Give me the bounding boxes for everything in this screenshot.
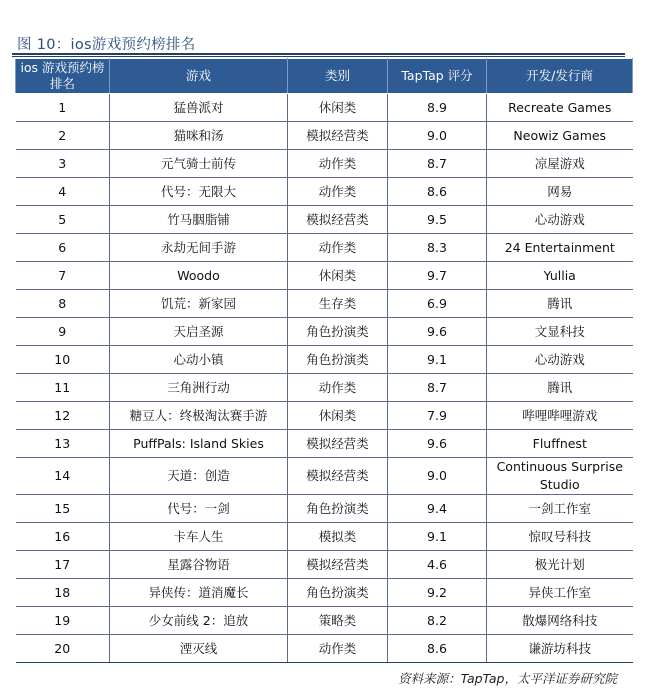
cell-category: 模拟类 bbox=[288, 523, 388, 551]
cell-score: 7.9 bbox=[388, 402, 487, 430]
cell-score: 8.2 bbox=[388, 607, 487, 635]
cell-rank: 11 bbox=[16, 374, 110, 402]
cell-score: 9.6 bbox=[388, 430, 487, 458]
cell-game: 天道：创造 bbox=[110, 458, 288, 495]
table-row bbox=[16, 551, 633, 579]
cell-developer: 凉屋游戏 bbox=[487, 150, 633, 178]
title-rule-thin bbox=[12, 56, 625, 57]
table-row bbox=[16, 290, 633, 318]
cell-game: 卡车人生 bbox=[110, 523, 288, 551]
cell-rank: 19 bbox=[16, 607, 110, 635]
cell-rank: 10 bbox=[16, 346, 110, 374]
cell-category: 动作类 bbox=[288, 374, 388, 402]
table-row bbox=[16, 374, 633, 402]
cell-game: 猛兽派对 bbox=[110, 94, 288, 122]
cell-game: PuffPals: Island Skies bbox=[110, 430, 288, 458]
table-header-row bbox=[16, 59, 633, 94]
cell-category: 角色扮演类 bbox=[288, 318, 388, 346]
table-row bbox=[16, 607, 633, 635]
cell-rank: 3 bbox=[16, 150, 110, 178]
cell-score: 8.3 bbox=[388, 234, 487, 262]
cell-developer: Yullia bbox=[487, 262, 633, 290]
table-row bbox=[16, 458, 633, 495]
cell-developer: Neowiz Games bbox=[487, 122, 633, 150]
cell-developer: 文显科技 bbox=[487, 318, 633, 346]
cell-rank: 16 bbox=[16, 523, 110, 551]
cell-category: 模拟经营类 bbox=[288, 458, 388, 495]
table-row bbox=[16, 402, 633, 430]
cell-score: 9.1 bbox=[388, 346, 487, 374]
cell-rank: 7 bbox=[16, 262, 110, 290]
cell-category: 动作类 bbox=[288, 150, 388, 178]
cell-developer: 哔哩哔哩游戏 bbox=[487, 402, 633, 430]
cell-developer: 腾讯 bbox=[487, 374, 633, 402]
cell-rank: 14 bbox=[16, 458, 110, 495]
cell-game: 代号：无限大 bbox=[110, 178, 288, 206]
cell-game: 心动小镇 bbox=[110, 346, 288, 374]
header-developer: 开发/发行商 bbox=[487, 59, 633, 94]
table-row bbox=[16, 122, 633, 150]
cell-game: 三角洲行动 bbox=[110, 374, 288, 402]
cell-rank: 4 bbox=[16, 178, 110, 206]
cell-category: 休闲类 bbox=[288, 262, 388, 290]
cell-category: 动作类 bbox=[288, 234, 388, 262]
cell-score: 6.9 bbox=[388, 290, 487, 318]
cell-developer: Fluffnest bbox=[487, 430, 633, 458]
cell-category: 动作类 bbox=[288, 635, 388, 663]
table-body bbox=[16, 94, 633, 663]
table-row bbox=[16, 495, 633, 523]
cell-category: 生存类 bbox=[288, 290, 388, 318]
cell-game: 星露谷物语 bbox=[110, 551, 288, 579]
cell-rank: 20 bbox=[16, 635, 110, 663]
cell-rank: 15 bbox=[16, 495, 110, 523]
cell-game: 元气骑士前传 bbox=[110, 150, 288, 178]
table-row bbox=[16, 178, 633, 206]
cell-score: 9.0 bbox=[388, 122, 487, 150]
cell-category: 模拟经营类 bbox=[288, 122, 388, 150]
cell-score: 8.7 bbox=[388, 374, 487, 402]
cell-score: 9.5 bbox=[388, 206, 487, 234]
figure-title: 图 10：ios游戏预约榜排名 bbox=[17, 37, 196, 53]
cell-category: 角色扮演类 bbox=[288, 579, 388, 607]
table-row bbox=[16, 94, 633, 122]
cell-game: 天启圣源 bbox=[110, 318, 288, 346]
cell-game: 饥荒：新家园 bbox=[110, 290, 288, 318]
cell-game: 湮灭线 bbox=[110, 635, 288, 663]
table-row bbox=[16, 262, 633, 290]
table-row bbox=[16, 234, 633, 262]
cell-game: 永劫无间手游 bbox=[110, 234, 288, 262]
cell-game: 糖豆人：终极淘汰赛手游 bbox=[110, 402, 288, 430]
cell-category: 角色扮演类 bbox=[288, 346, 388, 374]
cell-category: 模拟经营类 bbox=[288, 206, 388, 234]
cell-developer: Continuous Surprise Studio bbox=[487, 458, 633, 495]
title-rule bbox=[12, 53, 625, 55]
source-note: 资料来源：TapTap，太平洋证券研究院 bbox=[398, 671, 617, 686]
cell-rank: 18 bbox=[16, 579, 110, 607]
cell-rank: 6 bbox=[16, 234, 110, 262]
cell-rank: 13 bbox=[16, 430, 110, 458]
cell-rank: 17 bbox=[16, 551, 110, 579]
cell-rank: 12 bbox=[16, 402, 110, 430]
cell-developer: Recreate Games bbox=[487, 94, 633, 122]
cell-score: 4.6 bbox=[388, 551, 487, 579]
cell-category: 休闲类 bbox=[288, 94, 388, 122]
cell-developer: 心动游戏 bbox=[487, 206, 633, 234]
table-row bbox=[16, 206, 633, 234]
cell-rank: 5 bbox=[16, 206, 110, 234]
cell-game: 代号：一剑 bbox=[110, 495, 288, 523]
table-row bbox=[16, 430, 633, 458]
cell-score: 8.6 bbox=[388, 635, 487, 663]
cell-game: 猫咪和汤 bbox=[110, 122, 288, 150]
cell-developer: 网易 bbox=[487, 178, 633, 206]
cell-developer: 惊叹号科技 bbox=[487, 523, 633, 551]
cell-score: 9.1 bbox=[388, 523, 487, 551]
cell-score: 9.7 bbox=[388, 262, 487, 290]
table-row bbox=[16, 635, 633, 663]
table-row bbox=[16, 579, 633, 607]
cell-score: 9.0 bbox=[388, 458, 487, 495]
table-row bbox=[16, 346, 633, 374]
cell-developer: 极光计划 bbox=[487, 551, 633, 579]
header-score: TapTap 评分 bbox=[388, 59, 487, 94]
table-row bbox=[16, 150, 633, 178]
table-row bbox=[16, 318, 633, 346]
table-row bbox=[16, 523, 633, 551]
cell-category: 休闲类 bbox=[288, 402, 388, 430]
cell-developer: 一剑工作室 bbox=[487, 495, 633, 523]
cell-developer: 谦游坊科技 bbox=[487, 635, 633, 663]
cell-developer: 散爆网络科技 bbox=[487, 607, 633, 635]
cell-developer: 异侠工作室 bbox=[487, 579, 633, 607]
cell-rank: 2 bbox=[16, 122, 110, 150]
cell-category: 角色扮演类 bbox=[288, 495, 388, 523]
cell-rank: 8 bbox=[16, 290, 110, 318]
cell-score: 9.4 bbox=[388, 495, 487, 523]
cell-score: 9.2 bbox=[388, 579, 487, 607]
cell-category: 策略类 bbox=[288, 607, 388, 635]
cell-game: 少女前线 2：追放 bbox=[110, 607, 288, 635]
cell-developer: 24 Entertainment bbox=[487, 234, 633, 262]
cell-score: 8.7 bbox=[388, 150, 487, 178]
ranking-table bbox=[15, 58, 633, 663]
cell-game: 异侠传：道消魔长 bbox=[110, 579, 288, 607]
header-category: 类别 bbox=[288, 59, 388, 94]
cell-developer: 腾讯 bbox=[487, 290, 633, 318]
cell-score: 8.9 bbox=[388, 94, 487, 122]
cell-rank: 1 bbox=[16, 94, 110, 122]
cell-category: 动作类 bbox=[288, 178, 388, 206]
header-game: 游戏 bbox=[110, 59, 288, 94]
cell-game: 竹马胭脂铺 bbox=[110, 206, 288, 234]
header-rank: ios 游戏预约榜排名 bbox=[16, 59, 110, 94]
cell-score: 8.6 bbox=[388, 178, 487, 206]
cell-category: 模拟经营类 bbox=[288, 551, 388, 579]
cell-category: 模拟经营类 bbox=[288, 430, 388, 458]
cell-rank: 9 bbox=[16, 318, 110, 346]
cell-game: Woodo bbox=[110, 262, 288, 290]
cell-score: 9.6 bbox=[388, 318, 487, 346]
cell-developer: 心动游戏 bbox=[487, 346, 633, 374]
